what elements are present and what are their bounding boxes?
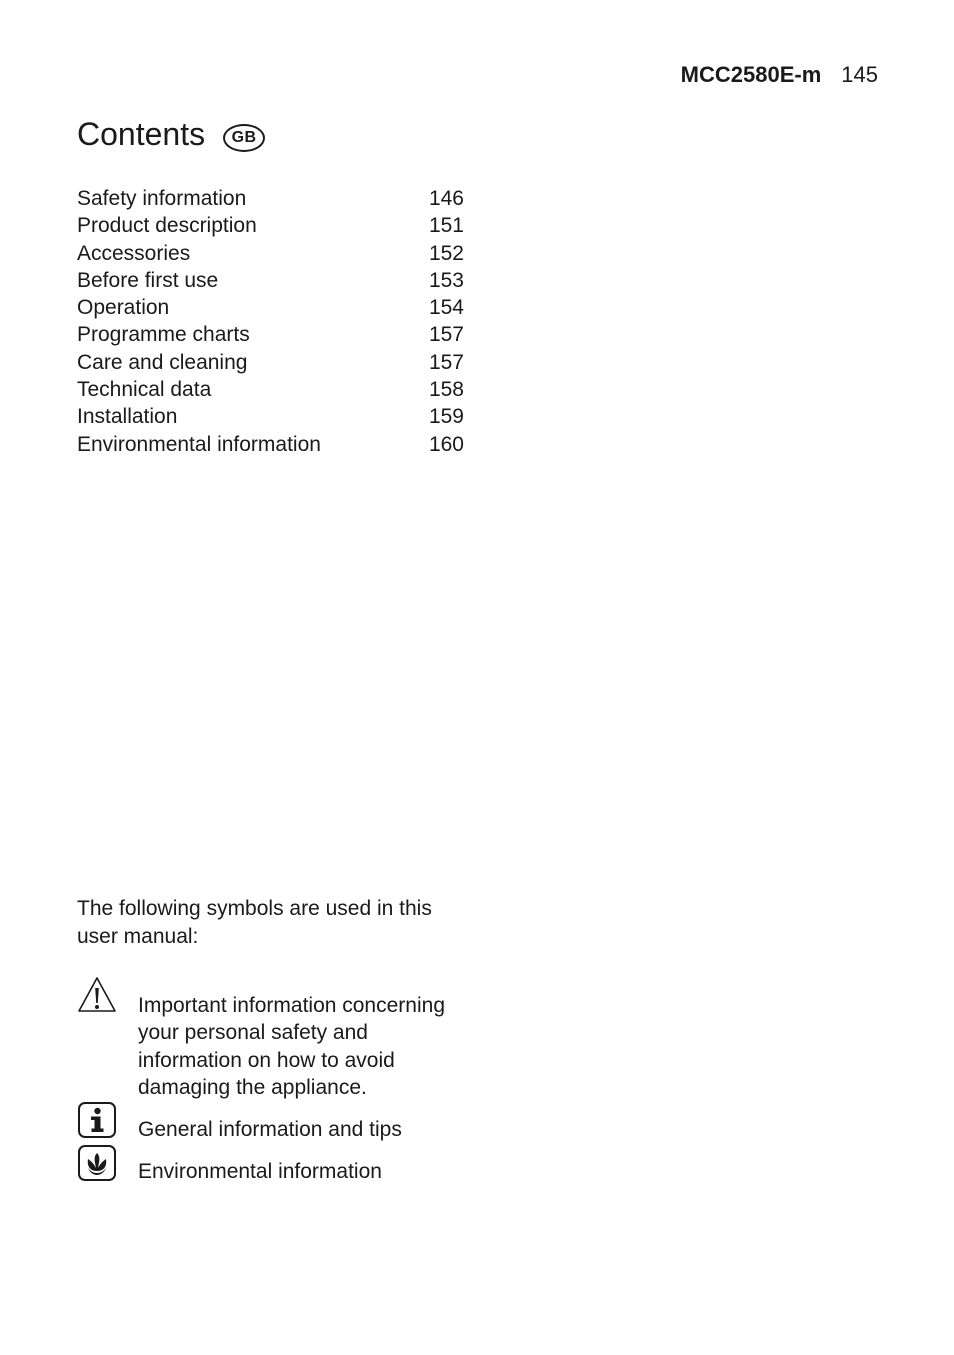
toc-item-label: Accessories [77,241,191,265]
symbol-legend-warning [77,976,468,1101]
toc-item-label: Operation [77,296,170,320]
toc-item-label: Technical data [77,378,212,402]
toc-item[interactable] [77,212,464,239]
toc-item[interactable] [77,240,464,267]
symbol-description: Important information concerning your personal safety and information on how to avoid damaging the appliance. [138,994,445,1099]
symbol-description: Environmental information [138,1160,382,1183]
toc-item-page: 158 [428,378,464,402]
toc-item[interactable] [77,376,464,403]
toc-item-page: 157 [428,323,464,347]
symbol-description: General information and tips [138,1118,402,1141]
environment-icon [77,1145,117,1186]
toc-item-label: Care and cleaning [77,350,248,374]
toc-item-page: 146 [428,187,464,210]
toc-item-label: Environmental information [77,432,321,456]
toc-item-page: 157 [428,350,464,374]
page-number: 145 [841,62,878,87]
toc-item-page: 152 [428,241,464,265]
model-number: MCC2580E-m [680,62,822,87]
toc-item-label: Product description [77,214,257,238]
symbol-legend-info [77,1102,468,1143]
symbol-legend-environment [77,1145,468,1186]
toc-item-page: 153 [428,268,464,292]
toc-item-label: Programme charts [77,323,250,347]
toc-item-page: 154 [428,296,464,320]
toc-item[interactable] [77,294,464,321]
contents-heading [77,116,265,153]
toc-item-page: 151 [428,214,464,238]
page-header [681,62,878,88]
toc-item[interactable] [77,403,464,430]
toc-item[interactable] [77,321,464,348]
info-icon [77,1102,117,1143]
toc-item-page: 159 [428,405,464,429]
toc-item[interactable] [77,349,464,376]
toc-item[interactable] [77,431,464,458]
symbols-intro: The following symbols are used in this user manual: [77,897,432,948]
page-title: Contents [77,116,206,152]
toc-item-label: Safety information [77,187,247,210]
toc-item-page: 160 [428,432,464,456]
warning-triangle-icon [77,976,117,1101]
toc-item-label: Installation [77,405,178,429]
language-badge: GB [223,124,265,152]
toc-item[interactable] [77,267,464,294]
toc-item-label: Before first use [77,268,219,292]
table-of-contents [77,185,464,458]
toc-item[interactable] [77,185,464,212]
